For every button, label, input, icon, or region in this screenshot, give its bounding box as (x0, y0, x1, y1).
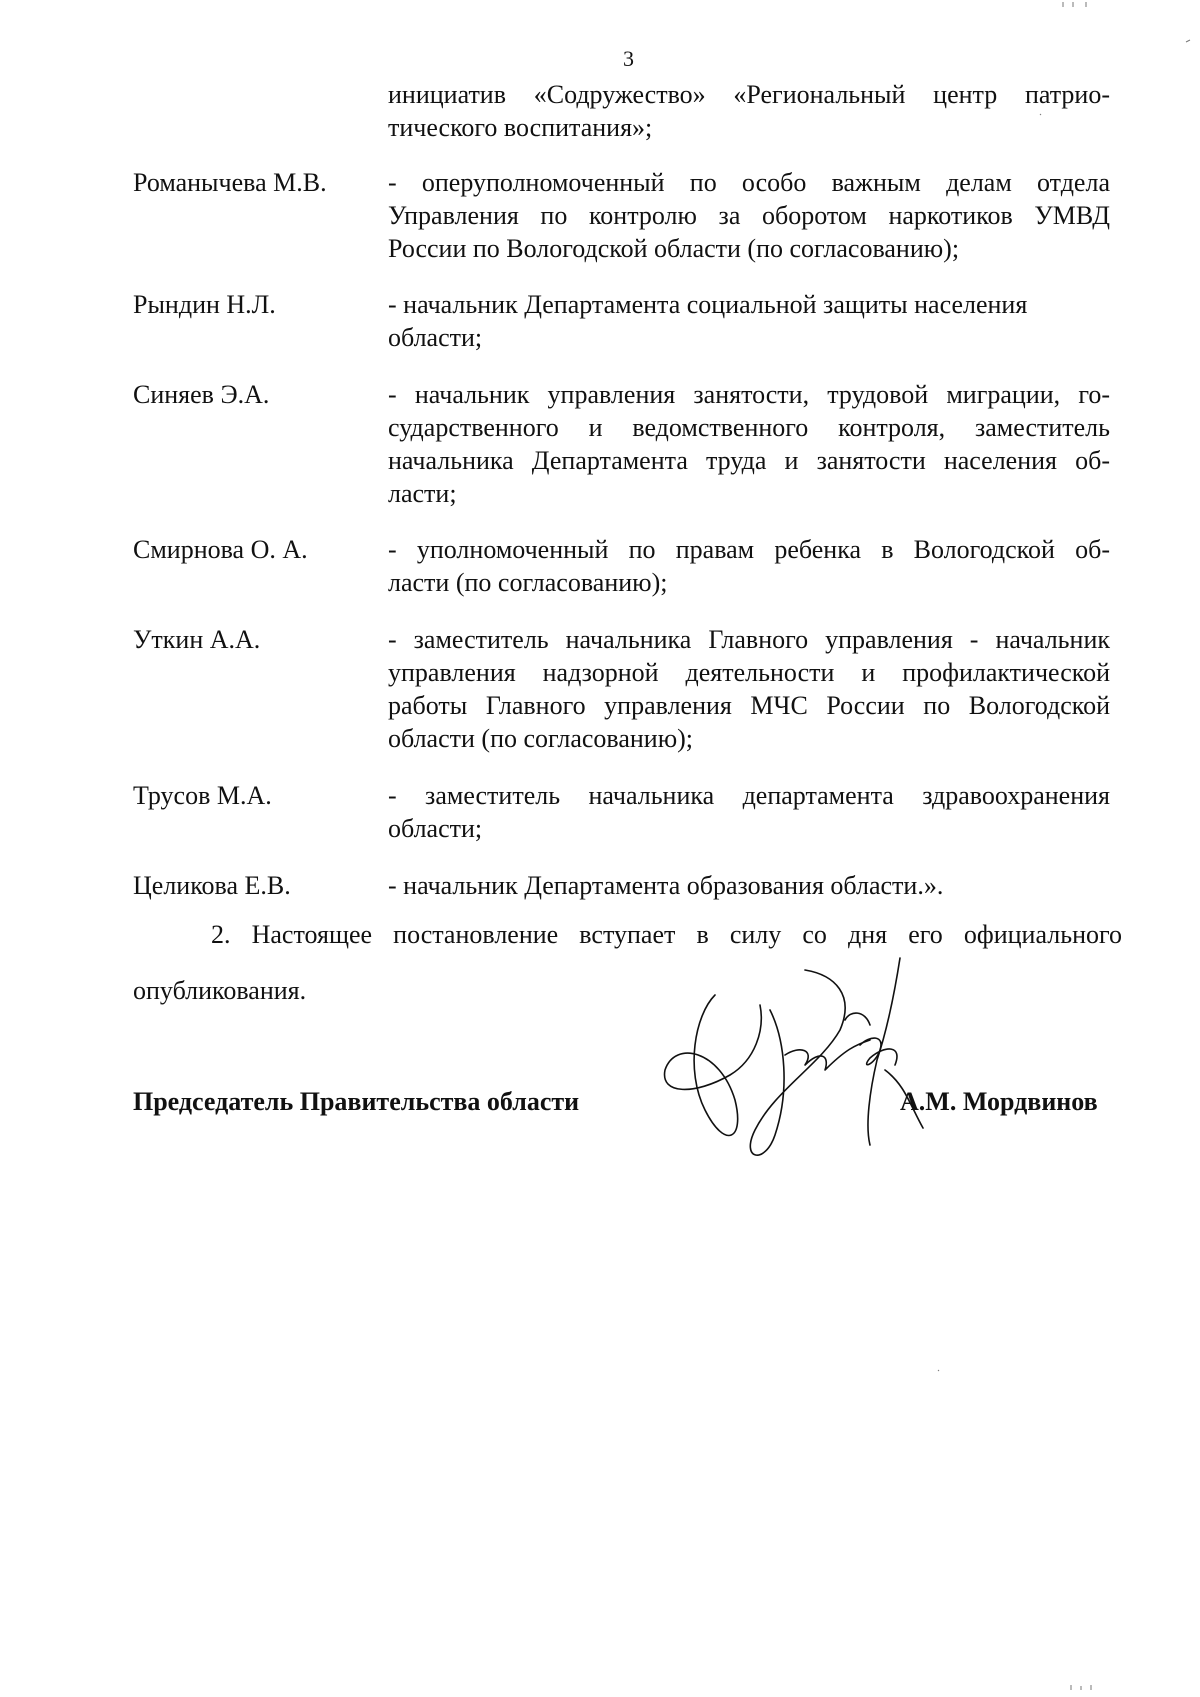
member-name: Трусов М.А. (133, 781, 272, 810)
member-name: Романычева М.В. (133, 168, 327, 197)
member-name: Синяев Э.А. (133, 380, 270, 409)
member-description-line: - заместитель начальника департамента здравоохранения (388, 781, 1110, 810)
member-description-line: области; (388, 814, 483, 843)
signature-position: Председатель Правительства области (133, 1087, 580, 1116)
member-description-line: управления надзорной деятельности и профилактической (388, 658, 1110, 687)
member-description-line: - начальник Департамента образования области.». (388, 871, 944, 900)
continuation-line: инициатив «Содружество» «Региональный центр патрио- (388, 80, 1110, 109)
member-description-line: - уполномоченный по правам ребенка в Вологодской об- (388, 535, 1110, 564)
clause-2-line: опубликования. (133, 976, 307, 1005)
member-description-line: Управления по контролю за оборотом наркотиков УМВД (388, 201, 1110, 230)
member-description-line: области (по согласованию); (388, 724, 694, 753)
member-name: Целикова Е.В. (133, 871, 291, 900)
member-description-line: области; (388, 323, 483, 352)
member-description-line: ласти; (388, 479, 457, 508)
member-description-line: сударственного и ведомственного контроля, заместитель (388, 413, 1110, 442)
member-name: Смирнова О. А. (133, 535, 308, 564)
member-name: Рындин Н.Л. (133, 290, 276, 319)
member-description-line: России по Вологодской области (по согласованию); (388, 234, 960, 263)
signatory-name: А.М. Мордвинов (900, 1087, 1098, 1116)
member-description-line: начальника Департамента труда и занятости населения об- (388, 446, 1110, 475)
page-number: 3 (623, 46, 634, 71)
member-description-line: - начальник управления занятости, трудовой миграции, го- (388, 380, 1110, 409)
continuation-line: тического воспитания»; (388, 113, 653, 142)
member-description-line: - начальник Департамента социальной защиты населения (388, 290, 1028, 319)
clause-2-line: 2. Настоящее постановление вступает в силу со дня его официального (211, 920, 1122, 949)
member-description-line: ласти (по согласованию); (388, 568, 668, 597)
member-name: Уткин А.А. (133, 625, 261, 654)
member-description-line: работы Главного управления МЧС России по Вологодской (388, 691, 1110, 720)
member-description-line: - заместитель начальника Главного управления - начальник (388, 625, 1110, 654)
member-description-line: - оперуполномоченный по особо важным делам отдела (388, 168, 1110, 197)
